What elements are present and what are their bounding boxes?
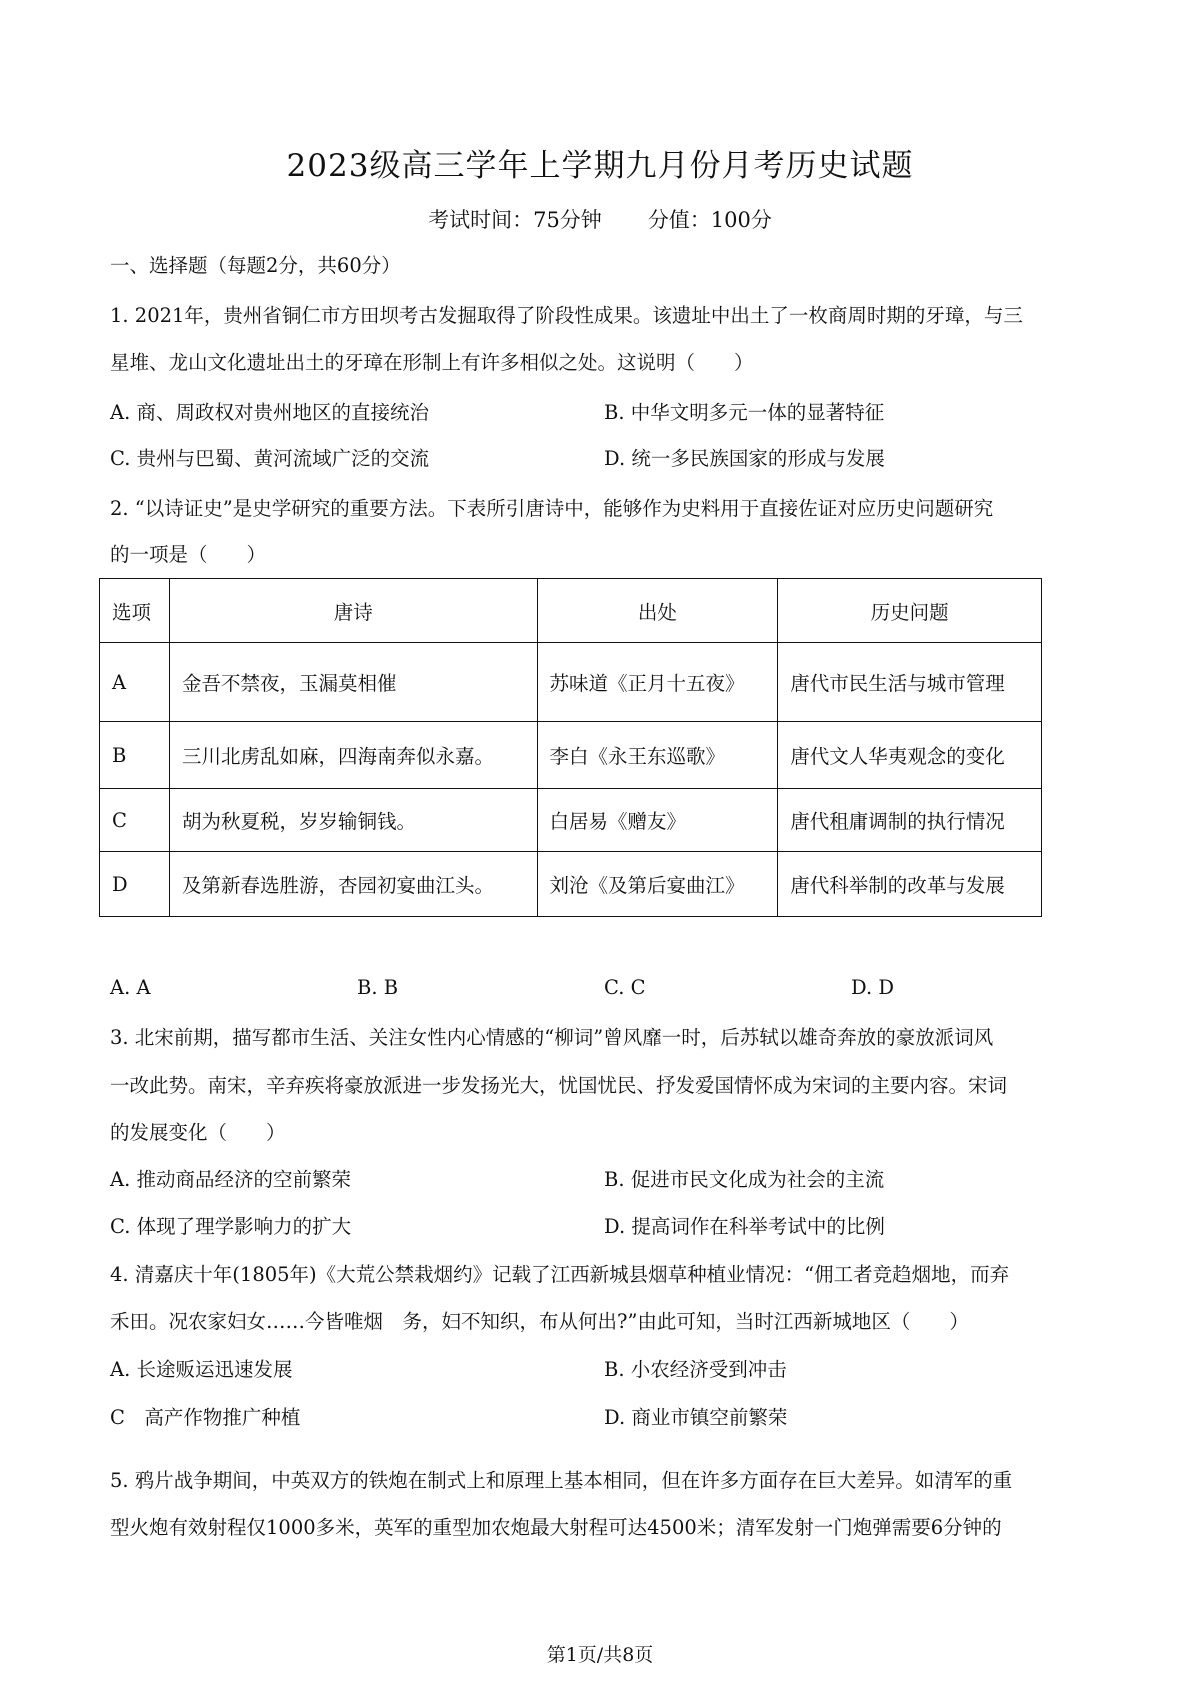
table-cell: 金吾不禁夜，玉漏莫相催: [169, 643, 537, 722]
table-row: [100, 852, 1042, 917]
q2-option-d: D. D: [851, 976, 894, 999]
q4-option-d: D. 商业市镇空前繁荣: [604, 1406, 788, 1429]
table-header-row: [100, 579, 1042, 643]
table-cell: 唐代市民生活与城市管理: [778, 643, 1042, 722]
exam-subtitle: [0, 204, 1200, 234]
q4-option-c: C 高产作物推广种植: [110, 1406, 301, 1429]
q4-stem-line2: 禾田。况农家妇女……今皆唯烟 务，妇不知织，布从何出?”由此可知，当时江西新城地区（ ）: [110, 1310, 969, 1333]
q4-option-a: A. 长途贩运迅速发展: [110, 1358, 293, 1381]
table-header-cell: 唐诗: [169, 579, 537, 643]
q4-stem-line1: 4. 清嘉庆十年(1805年)《大荒公禁栽烟约》记载了江西新城县烟草种植业情况：“佣工者竞趋烟地，而弃: [110, 1263, 1010, 1286]
exam-title: 2023级高三学年上学期九月份月考历史试题: [286, 148, 914, 184]
section-heading: 一、选择题（每题2分，共60分）: [110, 254, 401, 277]
q3-option-b: B. 促进市民文化成为社会的主流: [604, 1168, 885, 1191]
table-cell: 刘沧《及第后宴曲江》: [537, 852, 778, 917]
table-cell: 唐代租庸调制的执行情况: [778, 789, 1042, 852]
q1-option-b: B. 中华文明多元一体的显著特征: [604, 401, 885, 424]
q1-stem-line1: 1. 2021年，贵州省铜仁市方田坝考古发掘取得了阶段性成果。该遗址中出土了一枚商周时期的牙璋，与三: [110, 304, 1023, 327]
q3-stem-line2: 一改此势。南宋，辛弃疾将豪放派进一步发扬光大，忧国忧民、抒发爱国情怀成为宋词的主要内容。宋词: [110, 1074, 1008, 1097]
table-header-cell: 历史问题: [778, 579, 1042, 643]
table-cell: 胡为秋夏税，岁岁输铜钱。: [169, 789, 537, 852]
table-cell: A: [100, 643, 170, 722]
table-cell: 白居易《赠友》: [537, 789, 778, 852]
q1-option-c: C. 贵州与巴蜀、黄河流域广泛的交流: [110, 447, 430, 470]
q3-option-a: A. 推动商品经济的空前繁荣: [110, 1168, 351, 1191]
poem-table: [99, 578, 1042, 917]
q3-option-d: D. 提高词作在科举考试中的比例: [604, 1215, 885, 1238]
q5-stem-line2: 型火炮有效射程仅1000多米，英军的重型加农炮最大射程可达4500米；清军发射一门炮弹需要6分钟的: [110, 1516, 1002, 1539]
table-cell: 及第新春选胜游，杏园初宴曲江头。: [169, 852, 537, 917]
table-header-cell: 选项: [100, 579, 170, 643]
table-cell: 唐代文人华夷观念的变化: [778, 722, 1042, 789]
table-cell: 唐代科举制的改革与发展: [778, 852, 1042, 917]
table-cell: C: [100, 789, 170, 852]
table-header-cell: 出处: [537, 579, 778, 643]
table-cell: 三川北虏乱如麻，四海南奔似永嘉。: [169, 722, 537, 789]
q3-stem-line3: 的发展变化（ ）: [110, 1121, 286, 1144]
q3-stem-line1: 3. 北宋前期，描写都市生活、关注女性内心情感的“柳词”曾风靡一时，后苏轼以雄奇奔放的豪放派词风: [110, 1026, 994, 1049]
q5-stem-line1: 5. 鸦片战争期间，中英双方的铁炮在制式上和原理上基本相同，但在许多方面存在巨大差异。如清军的重: [110, 1469, 1013, 1492]
q3-option-c: C. 体现了理学影响力的扩大: [110, 1215, 352, 1238]
q1-option-a: A. 商、周政权对贵州地区的直接统治: [110, 401, 429, 424]
q1-stem-line2: 星堆、龙山文化遗址出土的牙璋在形制上有许多相似之处。这说明（ ）: [110, 351, 754, 374]
q2-option-a: A. A: [110, 976, 151, 999]
table-cell: 李白《永王东巡歌》: [537, 722, 778, 789]
table-cell: B: [100, 722, 170, 789]
table-row: [100, 643, 1042, 722]
table-row: [100, 789, 1042, 852]
table-row: [100, 722, 1042, 789]
exam-score: 分值：100分: [647, 208, 772, 232]
q2-stem-line2: 的一项是（ ）: [110, 543, 267, 566]
q4-option-b: B. 小农经济受到冲击: [604, 1358, 787, 1381]
q1-option-d: D. 统一多民族国家的形成与发展: [604, 447, 885, 470]
q2-option-c: C. C: [604, 976, 646, 999]
table-cell: 苏味道《正月十五夜》: [537, 643, 778, 722]
q2-option-b: B. B: [357, 976, 399, 999]
page-footer: 第1页/共8页: [546, 1644, 654, 1666]
table-cell: D: [100, 852, 170, 917]
exam-time: 考试时间：75分钟: [428, 208, 602, 232]
q2-stem-line1: 2. “以诗证史”是史学研究的重要方法。下表所引唐诗中，能够作为史料用于直接佐证对应历史问题研究: [110, 497, 994, 520]
